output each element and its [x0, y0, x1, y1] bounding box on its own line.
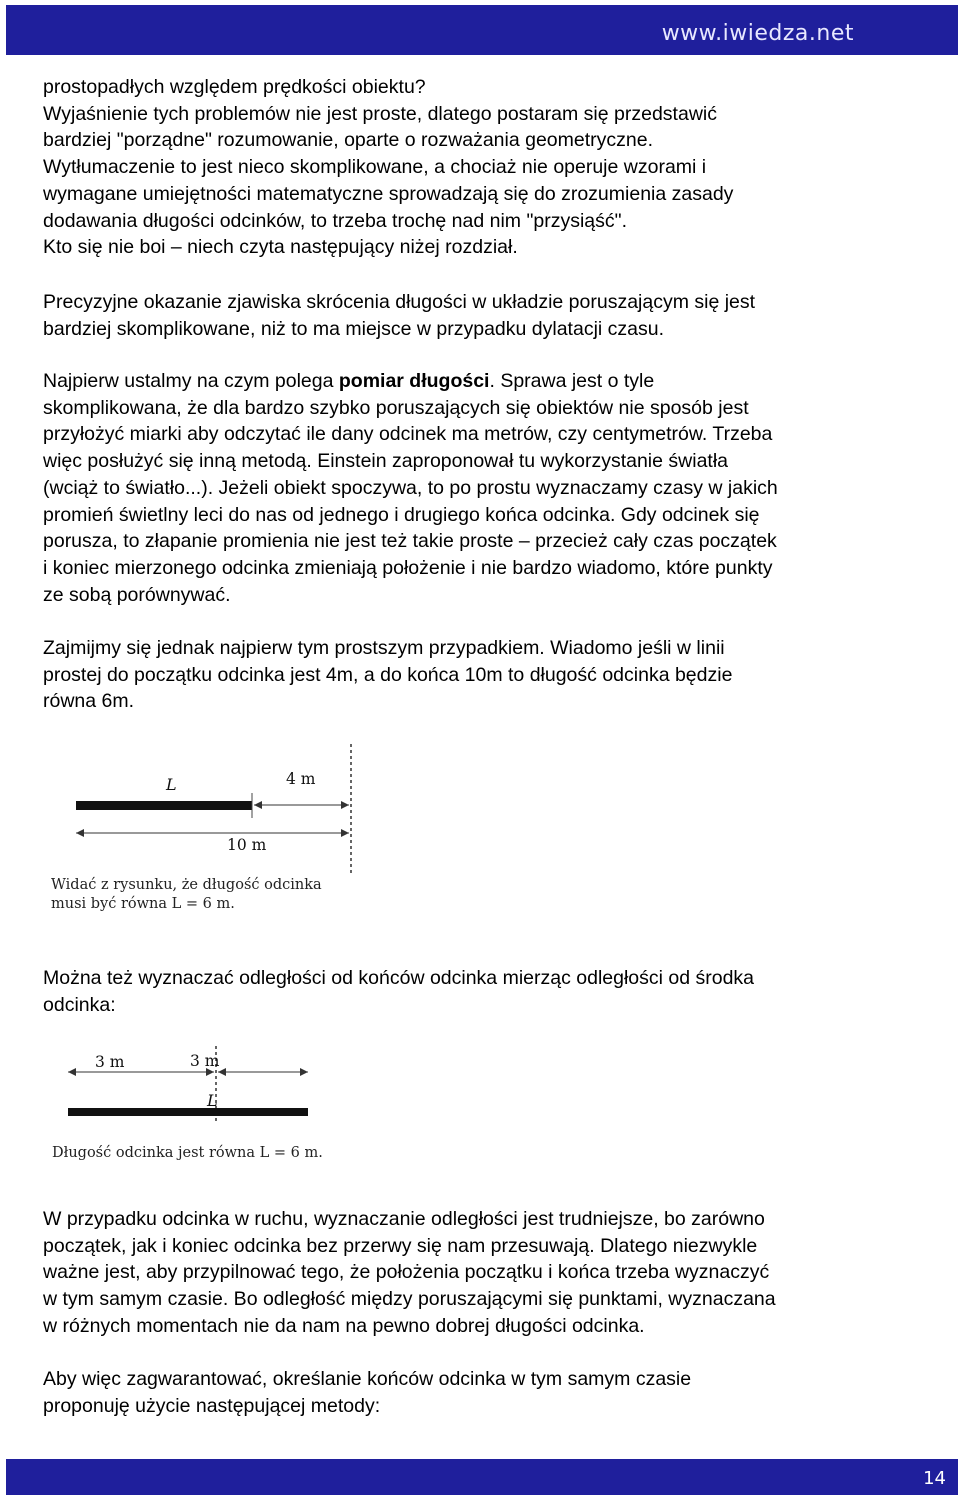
text-line: porusza, to złapanie promienia nie jest też takie proste – przecież cały czas początek	[43, 530, 777, 553]
text-line: promień świetlny leci do nas od jednego i drugiego końca odcinka. Gdy odcinek się	[43, 503, 760, 526]
text-line: bardziej skomplikowane, niż to ma miejsce w przypadku dylatacji czasu.	[43, 317, 665, 340]
text-line: proponuję użycie następującej metody:	[43, 1394, 381, 1417]
text-line: Wytłumaczenie to jest nieco skomplikowane, a chociaż nie operuje wzorami i	[43, 156, 707, 179]
text-line: prostopadłych względem prędkości obiektu?	[43, 76, 426, 98]
segment-bar	[68, 1108, 308, 1116]
text-segment: Najpierw ustalmy na czym polega	[43, 370, 339, 392]
label-3m-left: 3 m	[95, 1053, 125, 1071]
figure-segment-midpoint	[50, 1040, 350, 1170]
text-line: ze sobą porównywać.	[43, 583, 231, 606]
arrow-head	[254, 801, 262, 809]
arrow-head	[68, 1068, 76, 1076]
label-3m-right: 3 m	[190, 1052, 220, 1070]
text-line: Wyjaśnienie tych problemów nie jest proste, dlatego postaram się przedstawić	[43, 102, 717, 125]
paragraph-measurement	[43, 368, 923, 608]
figure-caption: Długość odcinka jest równa L = 6 m.	[52, 1145, 323, 1161]
text-line: Precyzyjne okazanie zjawiska skrócenia długości w układzie poruszającym się jest	[43, 291, 756, 313]
label-4m: 4 m	[286, 770, 316, 788]
text-segment: . Sprawa jest o tyle	[489, 370, 655, 392]
text-line: Można też wyznaczać odległości od końców odcinka mierząc odległości od środka	[43, 967, 755, 989]
text-line: równa 6m.	[43, 690, 135, 713]
text-line: w tym samym czasie. Bo odległość między poruszającymi się punktami, wyznaczana	[43, 1288, 776, 1311]
paragraph-midpoint	[43, 965, 923, 1018]
text-line: W przypadku odcinka w ruchu, wyznaczanie odległości jest trudniejsze, bo zarówno	[43, 1208, 765, 1230]
text-line: w różnych momentach nie da nam na pewno dobrej długości odcinka.	[43, 1314, 645, 1337]
caption-line: Widać z rysunku, że długość odcinka	[51, 877, 322, 893]
site-url[interactable]: www.iwiedza.net	[661, 21, 854, 46]
bold-term: pomiar długości	[338, 370, 490, 392]
text-line: Zajmijmy się jednak najpierw tym prostszym przypadkiem. Wiadomo jeśli w linii	[43, 637, 725, 659]
text-line: prostej do początku odcinka jest 4m, a do końca 10m to długość odcinka będzie	[43, 663, 733, 686]
footer-bar	[6, 1459, 958, 1495]
figure-segment-end-distances	[40, 738, 380, 923]
text-line: Kto się nie boi – niech czyta następujący niżej rozdział.	[43, 236, 518, 259]
header-bar	[6, 5, 958, 55]
text-line: bardziej "porządne" rozumowanie, oparte o rozważania geometryczne.	[43, 129, 654, 152]
text-line: dodawania długości odcinków, to trzeba trochę nad nim "przysiąść".	[43, 209, 627, 232]
text-line: ważne jest, aby przypilnować tego, że położenia początku i końca trzeba wyznaczyć	[43, 1261, 770, 1284]
page-number: 14	[923, 1468, 946, 1489]
text-line: początek, jak i koniec odcinka bez przerwy się nam przesuwają. Dlatego niezwykle	[43, 1234, 758, 1257]
arrow-head	[76, 829, 84, 837]
text-line: więc posłużyć się inną metodą. Einstein zaproponował tu wykorzystanie światła	[43, 450, 729, 473]
label-l: L	[166, 775, 177, 794]
arrow-head	[300, 1068, 308, 1076]
arrow-head	[341, 829, 349, 837]
paragraph-method	[43, 1366, 923, 1419]
caption-line: musi być równa L = 6 m.	[51, 896, 235, 912]
segment-bar	[76, 801, 252, 810]
segment-diagram-1	[40, 738, 380, 878]
paragraph-simple-case	[43, 635, 923, 715]
text-line: (wciąż to światło...). Jeżeli obiekt spoczywa, to po prostu wyznaczamy czasy w jakich	[43, 476, 778, 499]
segment-diagram-2	[50, 1040, 350, 1130]
text-line: przyłożyć miarki aby odczytać ile dany odcinek ma metrów, czy centymetrów. Trzeba	[43, 423, 773, 446]
label-l: L	[207, 1091, 218, 1110]
paragraph-intro	[43, 74, 923, 261]
text-line: skomplikowana, że dla bardzo szybko poruszających się obiektów nie sposób jest	[43, 396, 749, 419]
text-line: Aby więc zagwarantować, określanie końców odcinka w tym samym czasie	[43, 1368, 692, 1390]
text-line: i koniec mierzonego odcinka zmieniają położenie i nie bardzo wiadomo, które punkty	[43, 556, 773, 579]
label-10m: 10 m	[227, 836, 267, 854]
paragraph-moving-segment	[43, 1206, 923, 1340]
paragraph-precision	[43, 289, 923, 342]
text-line	[43, 368, 923, 395]
arrow-head	[341, 801, 349, 809]
text-line: wymagane umiejętności matematyczne sprowadzają się do zrozumienia zasady	[43, 182, 734, 205]
figure-caption	[51, 876, 322, 914]
text-line: odcinka:	[43, 993, 116, 1016]
